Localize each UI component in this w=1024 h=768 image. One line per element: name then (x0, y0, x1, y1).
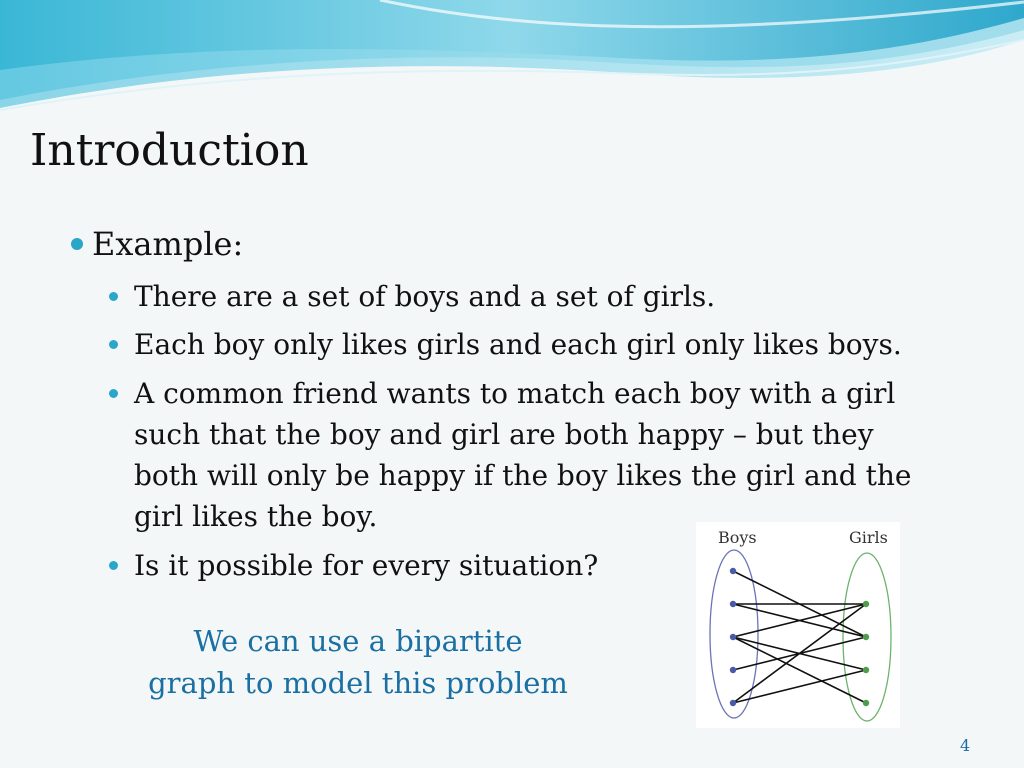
bipartite-graph-figure (696, 522, 900, 728)
graph-edge (733, 604, 866, 703)
header-wave-decoration (0, 0, 1024, 120)
boys-label: Boys (718, 528, 757, 547)
slide-title: Introduction (30, 125, 309, 176)
bullet-text: Example: (92, 225, 244, 263)
bipartite-graph-svg (696, 522, 900, 728)
bullet-dot-icon (109, 561, 118, 570)
callout-text: We can use a bipartite graph to model this problem (148, 624, 568, 700)
boy-node (730, 601, 736, 607)
sub-bullet-text: There are a set of boys and a set of girls. (134, 280, 716, 313)
girl-node (863, 601, 869, 607)
boy-node (730, 667, 736, 673)
bullet-dot-icon (109, 292, 118, 301)
sub-bullet-text: Each boy only likes girls and each girl only likes boys. (134, 328, 902, 361)
bullet-dot-icon (109, 389, 118, 398)
sub-bullet-text: A common friend wants to match each boy with a girl such that the boy and girl are both happy – but they both will only be happy if the boy likes the girl and the girl likes the boy. (134, 377, 912, 533)
boy-node (730, 700, 736, 706)
graph-edge (733, 637, 866, 703)
bullet-dot-icon (71, 238, 83, 250)
boy-node (730, 568, 736, 574)
nodes-group (730, 568, 869, 706)
girl-node (863, 634, 869, 640)
boy-node (730, 634, 736, 640)
girls-label: Girls (849, 528, 888, 547)
bullet-dot-icon (109, 340, 118, 349)
sub-bullet-text: Is it possible for every situation? (134, 549, 599, 582)
girl-node (863, 700, 869, 706)
girl-node (863, 667, 869, 673)
page-number: 4 (960, 736, 971, 755)
